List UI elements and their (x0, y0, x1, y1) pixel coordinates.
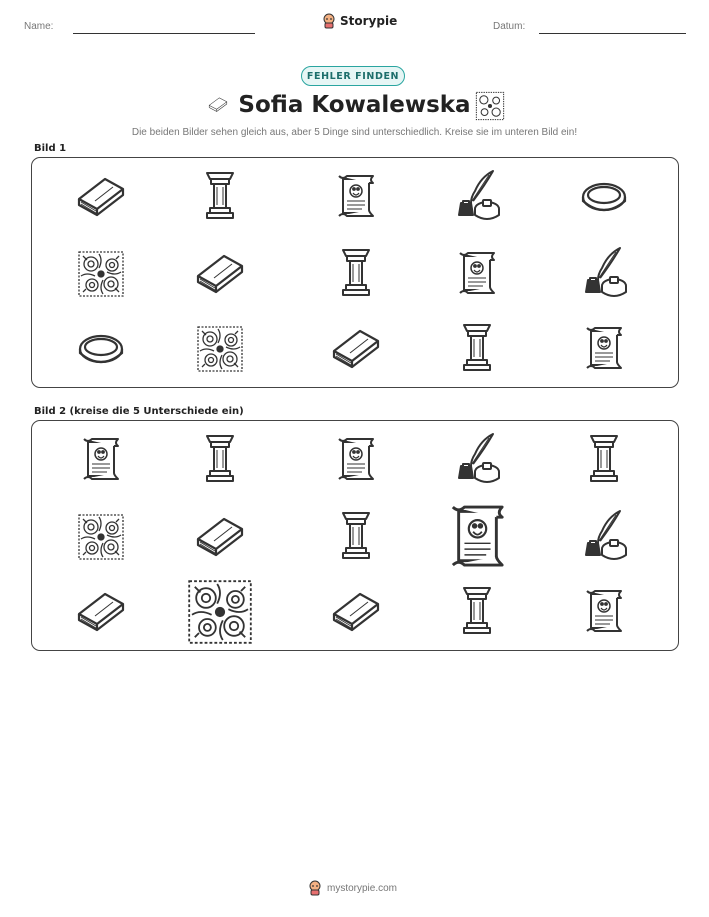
lectern-icon[interactable] (190, 430, 250, 490)
picture2-panel (31, 420, 679, 651)
page-title: Sofia Kowalewska (238, 92, 471, 118)
brand-name: Storypie (340, 14, 398, 28)
book-icon[interactable] (71, 582, 131, 642)
lectern-icon[interactable] (190, 167, 250, 227)
scroll-icon[interactable] (326, 167, 386, 227)
floral-tile-icon (475, 91, 505, 125)
picture2-label: Bild 2 (kreise die 5 Unterschiede ein) (34, 406, 244, 417)
book-icon[interactable] (71, 167, 131, 227)
picture1-label: Bild 1 (34, 143, 67, 154)
book-icon[interactable] (326, 582, 386, 642)
floral-tile-icon[interactable] (178, 570, 262, 654)
ring-icon[interactable] (71, 319, 131, 379)
lectern-icon[interactable] (447, 319, 507, 379)
floral-tile-icon[interactable] (190, 319, 250, 379)
footer-site[interactable]: mystorypie.com (327, 882, 398, 894)
instructions: Die beiden Bilder sehen gleich aus, aber 5 Dinge sind unterschiedlich. Kreise sie im unteren Bild ein! (131, 127, 578, 138)
quill-inkwell-icon[interactable] (574, 507, 634, 567)
ring-icon[interactable] (574, 167, 634, 227)
footer (308, 880, 397, 896)
floral-tile-icon[interactable] (71, 507, 131, 567)
lectern-icon[interactable] (447, 582, 507, 642)
lectern-icon[interactable] (574, 430, 634, 490)
book-icon[interactable] (190, 507, 250, 567)
floral-tile-icon[interactable] (71, 244, 131, 304)
name-line[interactable] (73, 33, 255, 34)
scroll-icon[interactable] (574, 319, 634, 379)
storypie-mascot-icon (308, 880, 322, 896)
quill-inkwell-icon[interactable] (574, 244, 634, 304)
scroll-icon[interactable] (447, 244, 507, 304)
activity-badge: FEHLER FINDEN (301, 66, 405, 86)
scroll-icon[interactable] (434, 494, 521, 581)
picture1-panel (31, 157, 679, 388)
date-label: Datum: (493, 21, 526, 32)
scroll-icon[interactable] (326, 430, 386, 490)
book-icon[interactable] (190, 244, 250, 304)
scroll-icon[interactable] (71, 430, 131, 490)
date-line[interactable] (539, 33, 686, 34)
brand-logo (322, 13, 397, 29)
quill-inkwell-icon[interactable] (447, 430, 507, 490)
quill-inkwell-icon[interactable] (447, 167, 507, 227)
lectern-icon[interactable] (326, 507, 386, 567)
name-label: Name: (24, 21, 54, 32)
lectern-icon[interactable] (326, 244, 386, 304)
storypie-mascot-icon (322, 13, 336, 29)
scroll-icon[interactable] (574, 582, 634, 642)
book-icon[interactable] (326, 319, 386, 379)
